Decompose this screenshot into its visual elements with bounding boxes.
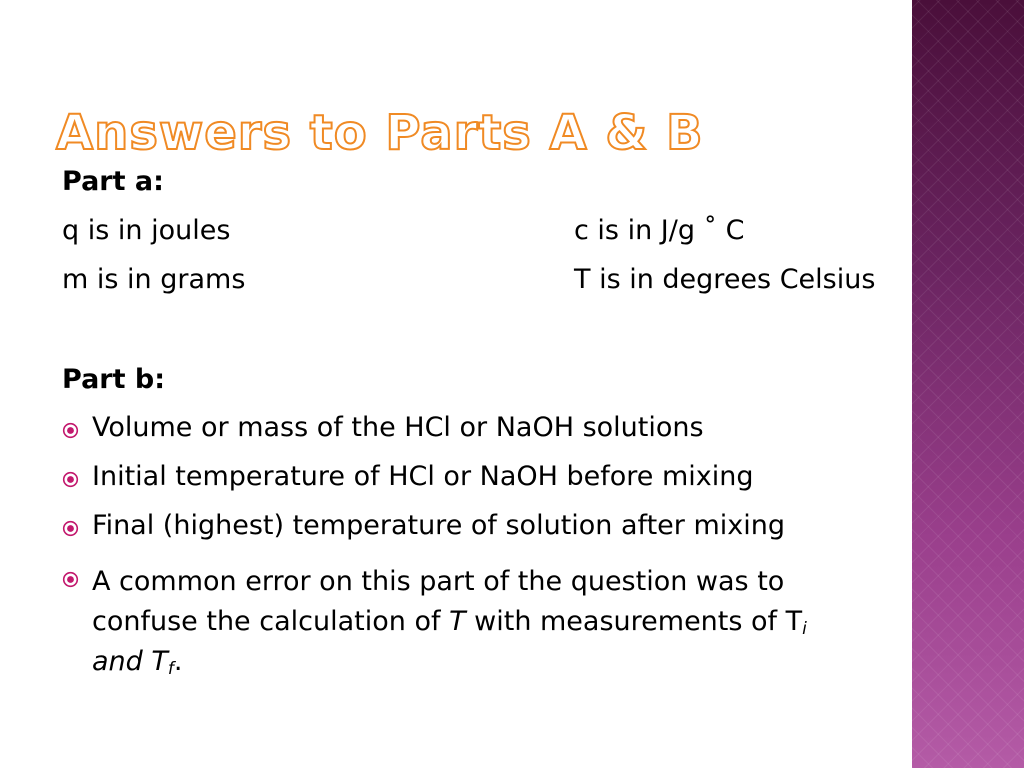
bullet-item: Initial temperature of HCl or NaOH before mixing [92,461,754,492]
m-units: m is in grams [62,264,246,295]
subscript-i: i [802,619,807,639]
delta-t-symbol: T [449,606,466,637]
bullet-item: Final (highest) temperature of solution after mixing [92,510,785,541]
common-error-note [92,562,904,682]
subscript-f: f [167,659,174,679]
radio-dot-icon [62,520,79,537]
q-units: q is in joules [62,215,231,246]
radio-dot-icon [62,422,79,439]
c-units: c is in J/g ˚ C [574,215,745,246]
t-units: T is in degrees Celsius [574,264,876,295]
note-line-1: A common error on this part of the question was to [92,566,785,597]
radio-dot-icon [62,571,79,588]
slide-title: Answers to Parts A & B [56,105,704,161]
part-b-heading: Part b: [62,364,166,395]
decorative-sidebar [912,0,1024,768]
part-a-heading: Part a: [62,166,164,197]
note-line-2: confuse the calculation of T with measurements of $T_i$ [92,606,807,639]
radio-dot-icon [62,471,79,488]
bullet-item: Volume or mass of the HCl or NaOH solutions [92,412,704,443]
note-line-3: and $T_f$. [92,646,183,679]
